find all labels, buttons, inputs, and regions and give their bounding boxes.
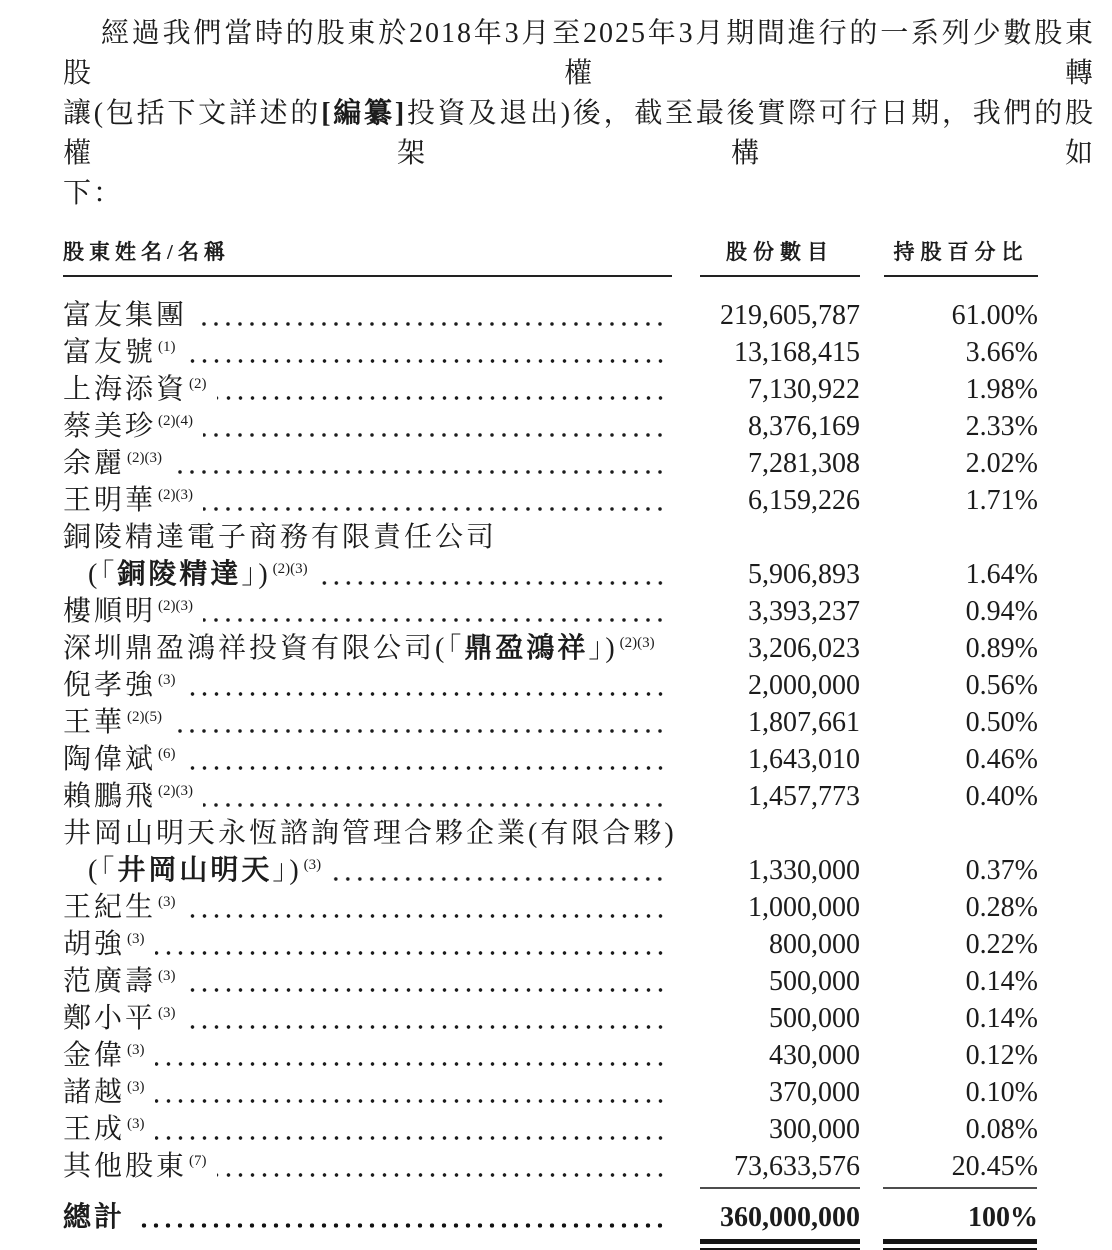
text: 上海添資 <box>63 374 188 405</box>
percentage-value: 0.50% <box>965 707 1038 738</box>
header-percentage-label: 持股百分比 <box>884 236 1038 277</box>
text: (「 <box>88 855 118 886</box>
footnote-superscript: (2) <box>189 376 207 392</box>
shares-value: 430,000 <box>769 1040 860 1071</box>
dot-leader <box>318 580 666 586</box>
shares-value: 2,000,000 <box>748 670 860 701</box>
intro-line <box>63 14 1095 94</box>
shareholder-name-cell <box>63 848 672 888</box>
bold-text: 井岡山明天 <box>117 855 273 886</box>
shares-value: 13,168,415 <box>734 337 860 368</box>
text: 下： <box>63 178 124 209</box>
text: 蔡美珍 <box>63 411 157 442</box>
header-shares-label: 股份數目 <box>700 236 860 277</box>
footnote-superscript: (7) <box>189 1153 207 1169</box>
footnote-superscript: (3) <box>127 1116 145 1132</box>
dot-leader <box>186 358 666 364</box>
total-percentage-value: 100% <box>860 1202 1038 1234</box>
text: 余麗 <box>63 448 126 479</box>
percentage-value: 0.22% <box>965 929 1038 960</box>
text: 倪孝強 <box>63 670 157 701</box>
text: 富友號 <box>63 337 157 368</box>
prospectus-page <box>0 14 1112 1233</box>
shareholder-name-cell <box>63 367 672 407</box>
footnote-superscript: (3) <box>158 894 176 910</box>
table-header <box>63 236 1038 277</box>
shareholder-name <box>63 293 187 333</box>
shareholder-name-cell <box>63 1107 672 1147</box>
percentage-value: 1.71% <box>965 485 1038 516</box>
footnote-superscript: (2)(3) <box>127 450 162 466</box>
shareholder-name-cell <box>63 293 672 333</box>
table-row <box>63 404 1038 441</box>
text: 王明華 <box>63 485 157 516</box>
shares-value: 7,130,922 <box>748 374 860 405</box>
shareholder-name-cell <box>63 774 672 814</box>
shares-value: 8,376,169 <box>748 411 860 442</box>
shareholder-name-cell <box>63 1033 672 1073</box>
dot-leader <box>172 469 666 475</box>
footnote-superscript: (2)(3) <box>158 598 193 614</box>
shareholder-name-cell <box>63 441 672 481</box>
footnote-superscript: (6) <box>158 746 176 762</box>
footnote-superscript: (3) <box>127 1042 145 1058</box>
footnote-superscript: (2)(4) <box>158 413 193 429</box>
shareholder-name <box>63 1144 207 1184</box>
dot-leader <box>203 617 666 623</box>
dot-leader <box>186 987 666 993</box>
table-row <box>63 848 1038 885</box>
dot-leader <box>217 1172 666 1178</box>
shareholder-name <box>63 478 193 518</box>
shareholder-name-cell <box>63 589 672 629</box>
bold-text: 鼎盈鴻祥 <box>464 633 589 664</box>
table-row <box>63 626 1038 663</box>
percentage-value: 0.08% <box>965 1114 1038 1145</box>
dot-leader <box>186 765 666 771</box>
shareholder-name-cell <box>63 663 672 703</box>
shares-value: 370,000 <box>769 1077 860 1108</box>
percentage-value: 0.10% <box>965 1077 1038 1108</box>
shareholder-name <box>63 1070 145 1110</box>
shares-value: 219,605,787 <box>720 300 860 331</box>
shareholder-name-cell <box>63 404 672 444</box>
text: 讓(包括下文詳述的 <box>63 98 322 129</box>
table-row <box>63 552 1038 589</box>
table-row <box>63 885 1038 922</box>
shares-value: 3,206,023 <box>748 633 860 664</box>
shareholder-name <box>63 1033 145 1073</box>
shareholder-name <box>63 663 176 703</box>
shareholder-name <box>63 885 176 925</box>
text: 深圳鼎盈鴻祥投資有限公司(「 <box>63 633 465 664</box>
shares-value: 1,330,000 <box>748 855 860 886</box>
table-row <box>63 959 1038 996</box>
percentage-value: 20.45% <box>860 1151 1038 1183</box>
shareholder-name-cell <box>63 552 672 592</box>
text: 陶偉斌 <box>63 744 157 775</box>
dot-leader <box>203 432 666 438</box>
table-row <box>63 589 1038 626</box>
text: 」) <box>272 855 302 886</box>
shareholder-name <box>63 367 207 407</box>
dot-leader <box>186 691 666 697</box>
shares-value: 73,633,576 <box>672 1151 860 1183</box>
shares-value: 1,000,000 <box>748 892 860 923</box>
header-percentage <box>860 236 1038 277</box>
text: 富友集團 <box>63 300 188 331</box>
text: 樓順明 <box>63 596 157 627</box>
total-shares-value: 360,000,000 <box>672 1202 860 1234</box>
percentage-value: 61.00% <box>951 300 1038 331</box>
table-row <box>63 996 1038 1033</box>
shareholder-name <box>63 737 176 777</box>
footnote-superscript: (3) <box>158 672 176 688</box>
shareholder-name <box>63 552 308 592</box>
shares-value: 1,807,661 <box>748 707 860 738</box>
shareholder-name <box>63 515 497 555</box>
percentage-value: 2.02% <box>965 448 1038 479</box>
table-row <box>63 922 1038 959</box>
text: 胡強 <box>63 929 126 960</box>
intro-line <box>63 174 1095 214</box>
dot-leader <box>186 1024 666 1030</box>
total-row <box>63 1195 1038 1235</box>
percentage-value: 0.56% <box>965 670 1038 701</box>
shareholder-name <box>63 774 193 814</box>
table-row <box>63 330 1038 367</box>
footnote-superscript: (2)(3) <box>158 487 193 503</box>
shareholder-name <box>63 330 176 370</box>
footnote-superscript: (3) <box>303 857 322 873</box>
table-row <box>63 1070 1038 1107</box>
footnote-superscript: (2)(3) <box>158 783 193 799</box>
shareholder-name <box>63 811 677 851</box>
dot-leader <box>155 1098 666 1104</box>
text: 王華 <box>63 707 126 738</box>
dot-leader <box>197 321 666 327</box>
percentage-value: 0.89% <box>965 633 1038 664</box>
shareholder-name-cell <box>63 1070 672 1110</box>
text: 井岡山明天永恆諮詢管理合夥企業(有限合夥) <box>63 818 677 849</box>
percentage-value: 0.94% <box>965 596 1038 627</box>
dot-leader <box>155 1135 666 1141</box>
dot-leader <box>217 395 666 401</box>
percentage-value: 0.40% <box>965 781 1038 812</box>
table-row <box>63 774 1038 811</box>
footnote-superscript: (3) <box>127 1079 145 1095</box>
bold-text: 銅陵精達 <box>117 559 242 590</box>
shareholder-name-cell <box>63 478 672 518</box>
table-row <box>63 1107 1038 1144</box>
shareholder-name <box>63 848 321 888</box>
total-label: 總計 <box>63 1202 126 1233</box>
text: 范廣壽 <box>63 966 157 997</box>
footnote-superscript: (3) <box>127 931 145 947</box>
percentage-value: 3.66% <box>965 337 1038 368</box>
table-row <box>63 293 1038 330</box>
percentage-value: 0.14% <box>965 966 1038 997</box>
percentage-value: 0.46% <box>965 744 1038 775</box>
total-label-cell <box>63 1195 672 1235</box>
shareholder-name <box>63 996 176 1036</box>
percentage-value: 0.37% <box>965 855 1038 886</box>
header-shares <box>672 236 860 277</box>
table-row <box>63 478 1038 515</box>
shares-value: 1,643,010 <box>748 744 860 775</box>
shareholder-name <box>63 1107 145 1147</box>
shareholder-name-cell <box>63 737 672 777</box>
shareholder-name-cell <box>63 959 672 999</box>
shares-value: 500,000 <box>769 1003 860 1034</box>
percentage-value: 1.64% <box>965 559 1038 590</box>
shares-value: 5,906,893 <box>748 559 860 590</box>
shareholder-name-cell <box>63 1144 672 1184</box>
text: 銅陵精達電子商務有限責任公司 <box>63 522 498 553</box>
dot-leader <box>186 913 666 919</box>
table-row <box>63 515 1038 552</box>
shares-value: 3,393,237 <box>748 596 860 627</box>
text: 投資及退出)後，截至最後實際可行日期，我們的股權架構如 <box>63 98 1096 169</box>
shareholder-name-cell <box>63 885 672 925</box>
footnote-superscript: (3) <box>158 968 176 984</box>
bold-text: [編纂] <box>321 98 407 129</box>
shareholder-name-cell <box>63 700 672 740</box>
percentage-value: 0.14% <box>965 1003 1038 1034</box>
shareholder-name-cell <box>63 811 677 851</box>
text: 」) <box>588 633 618 664</box>
percentage-value: 1.98% <box>965 374 1038 405</box>
footnote-superscript: (3) <box>158 1005 176 1021</box>
intro-paragraph <box>63 14 1095 214</box>
table-body <box>63 293 1038 1181</box>
text: 王紀生 <box>63 892 157 923</box>
shareholder-name <box>63 922 145 962</box>
table-row <box>63 811 1038 848</box>
dot-leader <box>155 1061 666 1067</box>
percentage-value: 2.33% <box>965 411 1038 442</box>
footnote-superscript: (2)(3) <box>272 561 308 577</box>
percentage-value: 0.12% <box>965 1040 1038 1071</box>
dot-leader <box>665 654 666 660</box>
shareholder-name-cell <box>63 996 672 1036</box>
text: 其他股東 <box>63 1151 188 1182</box>
shares-value: 500,000 <box>769 966 860 997</box>
footnote-superscript: (2)(3) <box>619 635 655 651</box>
footnote-superscript: (1) <box>158 339 176 355</box>
shares-value: 1,457,773 <box>748 781 860 812</box>
shareholder-name <box>63 589 193 629</box>
percentage-value: 0.28% <box>965 892 1038 923</box>
shareholder-name-cell <box>63 922 672 962</box>
text: 」) <box>241 559 271 590</box>
dot-leader <box>135 1222 666 1229</box>
shareholder-name <box>63 404 193 444</box>
dot-leader <box>172 728 666 734</box>
dot-leader <box>155 950 666 956</box>
table-row <box>63 663 1038 700</box>
dot-leader <box>203 802 666 808</box>
text: 鄭小平 <box>63 1003 157 1034</box>
table-row <box>63 441 1038 478</box>
shareholder-name <box>63 441 162 481</box>
shareholder-name-cell <box>63 330 672 370</box>
table-row <box>63 1144 1038 1181</box>
text: 經過我們當時的股東於2018年3月至2025年3月期間進行的一系列少數股東股權轉 <box>63 18 1095 89</box>
shares-value: 300,000 <box>769 1114 860 1145</box>
shareholding-table <box>63 236 1038 1235</box>
table-row <box>63 367 1038 404</box>
shareholder-name <box>63 626 655 666</box>
shares-value: 6,159,226 <box>748 485 860 516</box>
shares-value: 800,000 <box>769 929 860 960</box>
table-row <box>63 737 1038 774</box>
table-row <box>63 700 1038 737</box>
shareholder-name-cell <box>63 515 672 555</box>
dot-leader <box>203 506 666 512</box>
shareholder-name <box>63 700 162 740</box>
shares-value: 7,281,308 <box>748 448 860 479</box>
text: 賴鵬飛 <box>63 781 157 812</box>
text: 諸越 <box>63 1077 126 1108</box>
text: (「 <box>88 559 118 590</box>
intro-line <box>63 94 1095 174</box>
dot-leader <box>331 876 666 882</box>
text: 王成 <box>63 1114 126 1145</box>
footnote-superscript: (2)(5) <box>127 709 162 725</box>
shareholder-name <box>63 959 176 999</box>
text: 金偉 <box>63 1040 126 1071</box>
shareholder-name-cell <box>63 626 672 666</box>
header-shareholder-name: 股東姓名/名稱 <box>63 236 672 277</box>
table-row <box>63 1033 1038 1070</box>
